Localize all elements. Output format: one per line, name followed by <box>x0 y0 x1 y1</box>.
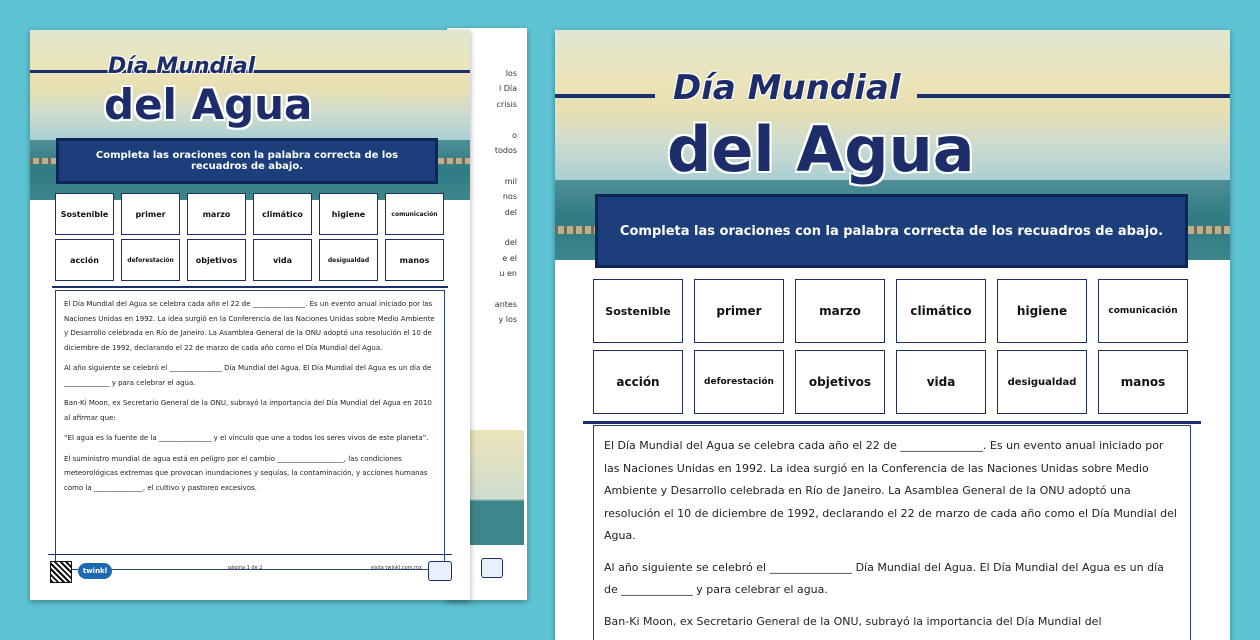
word-box: climático <box>896 279 986 343</box>
passage-box <box>55 290 445 570</box>
word-box: marzo <box>795 279 885 343</box>
word-box: desigualdad <box>997 350 1087 414</box>
word-box: acción <box>593 350 683 414</box>
passage-box <box>593 425 1191 640</box>
word-box: higiene <box>319 193 378 235</box>
word-box: Sostenible <box>55 193 114 235</box>
page-footer <box>48 554 452 583</box>
worksheet-page-large <box>555 30 1230 640</box>
word-box: vida <box>896 350 986 414</box>
word-box: comunicación <box>385 193 444 235</box>
instruction-banner: Completa las oraciones con la palabra correcta de los recuadros de abajo. <box>595 194 1188 268</box>
word-box: primer <box>121 193 180 235</box>
passage-paragraph: Al año siguiente se celebró el _______________ Día Mundial del Agua. El Día Mundial del Agua es un día de _____________ y para celebrar el agua. <box>604 560 1164 596</box>
word-box: Sostenible <box>593 279 683 343</box>
back-page-badge <box>481 558 503 578</box>
qr-code-icon <box>50 561 72 583</box>
word-box: primer <box>694 279 784 343</box>
word-box: objetivos <box>187 239 246 281</box>
word-bank <box>55 193 445 281</box>
word-box: comunicación <box>1098 279 1188 343</box>
section-rule <box>52 286 448 288</box>
word-box: higiene <box>997 279 1087 343</box>
instruction-banner: Completa las oraciones con la palabra correcta de los recuadros de abajo. <box>56 138 438 184</box>
footer-url: visita twinkl.com.mx <box>370 565 422 571</box>
word-box: climático <box>253 193 312 235</box>
worksheet-page-small <box>30 30 470 600</box>
passage-paragraph: “El agua es la fuente de la _______________ y el vínculo que une a todos los seres vivos de este planeta”. <box>64 434 429 442</box>
passage-paragraph: Al año siguiente se celebró el _______________ Día Mundial del Agua. El Día Mundial del Agua es un día de _____________ y para celebrar el agua. <box>64 364 432 387</box>
page-title-line1: Día Mundial <box>108 54 256 79</box>
passage-paragraph: Ban-Ki Moon, ex Secretario General de la ONU, subrayó la importancia del Día Mundial del Agua en 2010 al afirmar que: <box>64 399 432 422</box>
page-title-line2: del Agua <box>104 80 313 129</box>
passage-paragraph-partial: Ban-Ki Moon, ex Secretario General de la ONU, subrayó la importancia del Día Mundial del <box>604 614 1102 628</box>
badge-icon <box>428 561 452 581</box>
word-box: deforestación <box>121 239 180 281</box>
passage-paragraph: El suministro mundial de agua está en peligro por el cambio ___________________, las condiciones meteorológicas extremas que provocan inundaciones y sequías, la contaminación, y acciones humanas como la ______________, el cultivo y pastoreo excesivos. <box>64 454 428 492</box>
word-box: deforestación <box>694 350 784 414</box>
word-box: manos <box>385 239 444 281</box>
back-page-image <box>469 430 524 545</box>
word-box: desigualdad <box>319 239 378 281</box>
header-rule-right <box>917 94 1230 98</box>
header-rule-left <box>555 94 655 98</box>
word-box: acción <box>55 239 114 281</box>
passage-paragraph: El Día Mundial del Agua se celebra cada año el 22 de _______________. Es un evento anual iniciado por las Naciones Unidas en 1992. La idea surgió en la Conferencia de las Naciones Unidas sobre Medio Ambiente y Desarrollo celebrada en Río de Janeiro. La Asamblea General de la ONU adoptó una resolución el 10 de diciembre de 1992, declarando el 22 de marzo de cada año como el Día Mundial del Agua. <box>64 300 435 352</box>
word-box: manos <box>1098 350 1188 414</box>
back-page-text: los l Día crisis o todos mil nos del del e el u en antes y los <box>494 69 517 325</box>
word-box: marzo <box>187 193 246 235</box>
word-box: objetivos <box>795 350 885 414</box>
page-number: página 1 de 2 <box>228 565 263 571</box>
page-title-line1: Día Mundial <box>673 68 901 108</box>
twinkl-logo: twinkl <box>78 563 112 579</box>
section-rule <box>583 421 1201 424</box>
word-box: vida <box>253 239 312 281</box>
passage-paragraph: El Día Mundial del Agua se celebra cada año el 22 de _______________. Es un evento anual iniciado por las Naciones Unidas en 1992. La idea surgió en la Conferencia de las Naciones Unidas sobre Medio Ambiente y Desarrollo celebrada en Río de Janeiro. La Asamblea General de la ONU adoptó una resolución el 10 de diciembre de 1992, declarando el 22 de marzo de cada año como el Día Mundial del Agua. <box>604 439 1177 542</box>
word-bank <box>593 279 1191 414</box>
page-title-line2: del Agua <box>667 113 975 186</box>
